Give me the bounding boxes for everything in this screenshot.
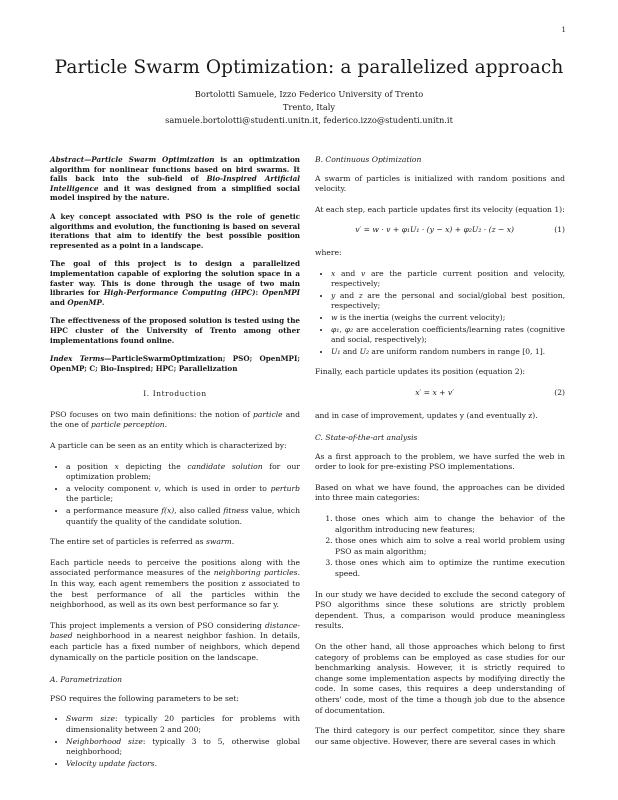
param-list — [50, 714, 300, 769]
abstract-emph: Bio-Inspired Artificial Intelligence — [50, 174, 300, 193]
list-item: • w is the inertia (weighs the current velocity); — [331, 313, 565, 324]
list-item: 1. those ones which aim to change the behavior of the algorithm introducing new features; — [335, 514, 565, 535]
equation-velocity — [315, 225, 565, 236]
abstract-text: is an optimization algorithm for nonlinear functions based on bird swarms. It falls back into the sub-field of — [50, 155, 300, 184]
equation-position — [315, 388, 565, 399]
index-terms-label: Index Terms — [50, 354, 105, 364]
paper-title: Particle Swarm Optimization: a parallelized approach — [54, 57, 564, 78]
continuous-paragraph: where: — [315, 247, 342, 257]
equation-number: (1) — [554, 225, 565, 235]
list-item: • a velocity component v, which is used in order to perturb the particle; — [66, 484, 300, 505]
abstract-emph: High-Performance Computing (HPC) — [103, 288, 256, 298]
left-column — [50, 155, 300, 779]
particle-properties-list — [50, 462, 300, 528]
abstract-label: Abstract— — [50, 155, 92, 164]
sota-paragraph: In our study we have decided to exclude the second category of PSO algorithms since these solutions are strictly problem dependent. Thus, a comparison would produce meaningless results. — [315, 589, 565, 631]
abstract-lead: Particle Swarm Optimization — [91, 155, 215, 164]
abstract-emph: OpenMP — [67, 297, 102, 307]
index-terms-text: —ParticleSwarmOptimization; PSO; OpenMPI; OpenMP; C; Bio-Inspired; HPC; Parallelization — [50, 354, 300, 373]
intro-paragraph: A particle can be seen as an entity which is characterized by: — [50, 441, 287, 451]
list-item: • φ₁, φ₂ are acceleration coefficients/learning rates (cognitive and social, respectively); — [331, 325, 565, 346]
continuous-paragraph: At each step, each particle updates first its velocity (equation 1): — [315, 204, 565, 214]
intro-paragraph: PSO focuses on two main definitions: the notion of particle and the one of particle perception. — [50, 409, 300, 430]
equation-body: v′ = w · v + φ₁U₁ · (y − x) + φ₂U₂ · (z − x) — [355, 225, 515, 235]
list-item: • y and z are the personal and social/global best position, respectively; — [331, 291, 565, 312]
list-item: • Velocity update factors. — [66, 759, 300, 770]
sota-paragraph: On the other hand, all those approaches which belong to first category of problems can be employed as case studies for our benchmarking analysis. However, it is strictly required to change some implementation aspects by modifying directly the code. In some cases, this requires a deep understanding of others' code, most of the time a though job due to the absence of documentation. — [315, 642, 565, 715]
sota-paragraph: The third category is our perfect competitor, since they share our same objective. However, there are several cases in which — [315, 726, 565, 746]
abstract-text: : — [255, 288, 263, 298]
subsection-heading: C. State-of-the-art analysis — [315, 433, 418, 443]
author-names: Bortolotti Samuele, Izzo Federico University of Trento — [194, 89, 424, 99]
continuous-paragraph: A swarm of particles is initialized with random positions and velocity. — [315, 173, 565, 194]
author-emails: samuele.bortolotti@studenti.unitn.it, federico.izzo@studenti.unitn.it — [165, 115, 453, 126]
list-item: • x and v are the particle current position and velocity, respectively; — [331, 269, 565, 290]
page-number: 1 — [561, 26, 566, 34]
intro-paragraph: Each particle needs to perceive the positions along with the associated performance measures of the neighboring particles. In this way, each agent remembers the position z associated to the best performance of all the particles within the neighborhood, as well as its own best performance so far y. — [50, 557, 300, 610]
continuous-paragraph: Finally, each particle updates its position (equation 2): — [315, 367, 526, 377]
abstract-text: and it was designed from a simplified social model inspired by the nature. — [50, 183, 300, 203]
section-heading: I. Introduction — [143, 389, 207, 399]
subsection-heading: A. Parametrization — [50, 675, 123, 685]
abstract-paragraph — [50, 259, 300, 307]
list-item: • U₁ and U₂ are uniform random numbers in range [0, 1]. — [331, 347, 565, 358]
list-item: 2. those ones which aim to solve a real world problem using PSO as main algorithm; — [335, 536, 565, 557]
list-item: • Neighborhood size: typically 3 to 5, otherwise global neighborhood; — [66, 737, 300, 758]
category-list — [315, 514, 565, 580]
abstract-text: . — [101, 297, 105, 307]
abstract — [50, 155, 300, 345]
abstract-paragraph: A key concept associated with PSO is the role of genetic algorithms and evolution, the functioning is based on several iterations that aim to identify the best possible position represented as a point in a landscape. — [50, 211, 300, 250]
abstract-text: The goal of this project is to design a parallelized implementation capable of exploring the solution space in a faster way. This is done through the usage of two main libraries for — [50, 259, 300, 298]
continuous-paragraph: and in case of improvement, updates y (and eventually z). — [315, 410, 538, 420]
sota-paragraph: Based on what we have found, the approaches can be divided into three main categories: — [315, 482, 565, 503]
abstract-paragraph: The effectiveness of the proposed solution is tested using the HPC cluster of the University of Trento among other implementations found online. — [50, 316, 300, 345]
list-item: 3. those ones which aim to optimize the runtime execution speed. — [335, 558, 565, 579]
abstract-text: and — [50, 297, 68, 307]
equation-body: x′ = x + v′ — [415, 387, 454, 397]
right-column — [315, 155, 565, 757]
abstract-paragraph — [50, 155, 300, 203]
list-item: • a performance measure f(x), also called fitness value, which quantify the quality of the candidate solution. — [66, 506, 300, 527]
subsection-heading: B. Continuous Optimization — [315, 155, 422, 164]
intro-paragraph: This project implements a version of PSO considering distance-based neighborhood in a nearest neighbor fashion. In details, each particle has a fixed number of neighbors, which depend dynamically on the particle position on the landscape. — [50, 620, 300, 662]
list-item: • Swarm size: typically 20 particles for problems with dimensionality between 2 and 200; — [66, 714, 300, 735]
variable-list — [315, 269, 565, 358]
author-block — [0, 88, 618, 128]
param-paragraph: PSO requires the following parameters to be set: — [50, 693, 239, 703]
equation-number: (2) — [554, 387, 565, 397]
intro-paragraph: The entire set of particles is referred as swarm. — [50, 537, 235, 547]
index-terms — [50, 354, 300, 373]
abstract-emph: OpenMPI — [262, 288, 301, 298]
list-item: • a position x depicting the candidate solution for our optimization problem; — [66, 462, 300, 483]
author-location: Trento, Italy — [282, 102, 336, 113]
sota-paragraph: As a first approach to the problem, we have surfed the web in order to look for pre-existing PSO implementations. — [315, 451, 565, 472]
